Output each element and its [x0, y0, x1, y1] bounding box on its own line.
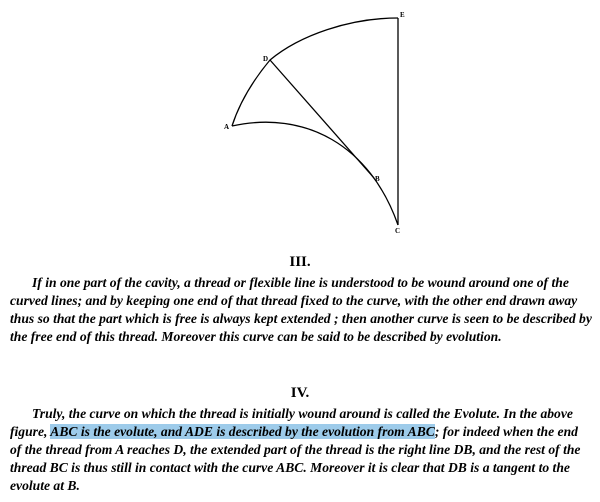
section-4-heading: IV. — [290, 385, 310, 401]
label-a: A — [224, 123, 230, 131]
line-db — [270, 60, 374, 178]
section-3-heading: III. — [289, 254, 311, 270]
section-4-text-before: Truly, the curve on which the thread is initially wound around is called the Evolute. In the above figure, — [10, 406, 573, 439]
curve-abc — [232, 122, 398, 225]
label-d: D — [263, 55, 269, 63]
label-e: E — [400, 11, 405, 19]
section-3-paragraph — [10, 274, 592, 346]
evolute-figure — [0, 0, 600, 245]
label-c: C — [395, 227, 401, 235]
label-b: B — [375, 175, 380, 183]
section-4-paragraph — [10, 405, 592, 495]
section-4-text-after: ; for indeed when the end of the thread from A reaches D, the extended part of the thread is the right line DB, and the rest of the thread BC is thus still in contact with the curve ABC. Moreover it is clear that DB is a tangent to the evolute at B. — [10, 424, 581, 493]
curve-ade — [232, 18, 398, 126]
section-3-text: If in one part of the cavity, a thread or flexible line is understood to be wound around one of the curved lines; and by keeping one end of that thread fixed to the curve, with the other end drawn away thus so that the part which is free is always kept extended ; then another curve is seen to be described by the free end of this thread. Moreover this curve can be said to be described by evolution. — [10, 275, 592, 344]
highlighted-text[interactable]: ABC is the evolute, and ADE is described by the evolution from ABC — [50, 424, 435, 439]
evolute-diagram — [0, 0, 600, 245]
